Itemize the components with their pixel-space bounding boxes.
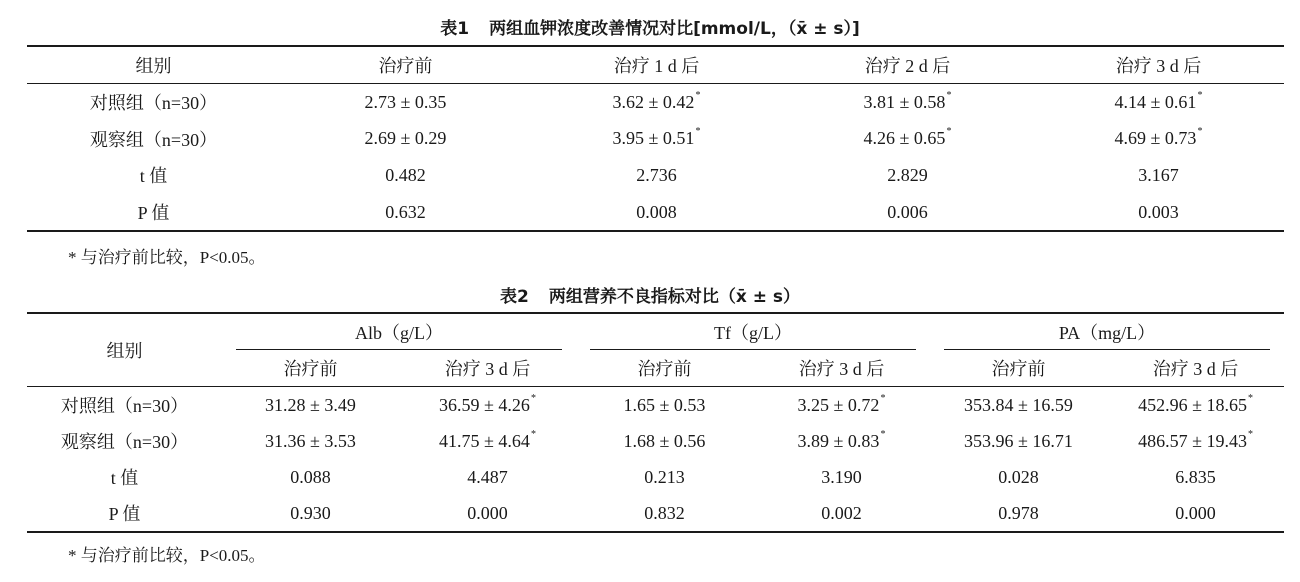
table2-subheader-cell: 治疗前 (283, 359, 338, 379)
row-group-label: 观察组（n=30） (60, 432, 189, 452)
cell-value: 3.89 ± 0.83 (797, 430, 880, 451)
cell-value: 0.002 (821, 502, 862, 523)
table-cell (280, 84, 531, 121)
row-group-label: 观察组（n=30） (89, 129, 218, 150)
row-group-label: P 值 (137, 203, 170, 224)
row-group-label: 对照组（n=30） (60, 396, 189, 416)
significance-mark: * (530, 392, 536, 404)
table-cell (222, 459, 399, 495)
table-cell (576, 459, 753, 495)
cell-value: 3.167 (1138, 164, 1179, 185)
cell-value: 0.003 (1138, 201, 1179, 222)
table1-header-cell: 治疗前 (378, 56, 433, 76)
table-cell (930, 495, 1107, 532)
cell-value: 0.000 (1175, 502, 1216, 523)
table1 (27, 45, 1284, 232)
table-cell (782, 157, 1033, 194)
cell-value: 31.28 ± 3.49 (265, 394, 356, 415)
cell-value: 1.65 ± 0.53 (623, 394, 706, 415)
table-cell (399, 423, 576, 459)
cell-value: 0.028 (998, 466, 1039, 487)
cell-value: 3.190 (821, 466, 862, 487)
table2-label: 表2 (499, 287, 529, 307)
table2-subheader-cell: 治疗前 (991, 359, 1046, 379)
table2-metric-row (27, 313, 1284, 350)
table2-metric-underline (590, 349, 916, 350)
cell-value: 36.59 ± 4.26 (439, 394, 530, 415)
table1-header-cell: 组别 (135, 56, 172, 76)
table2-metric-pa (930, 313, 1284, 350)
table1-header-cell: 治疗 1 d 后 (613, 56, 700, 76)
table-cell (280, 157, 531, 194)
cell-value: 31.36 ± 3.53 (265, 430, 356, 451)
table2-metric-underline (944, 349, 1270, 350)
table2-subheader-cell: 治疗 3 d 后 (798, 359, 885, 379)
table1-header-row (27, 46, 1284, 84)
table-cell (222, 387, 399, 424)
table-cell (1107, 423, 1284, 459)
cell-value: 4.14 ± 0.61 (1114, 91, 1197, 112)
cell-value: 0.482 (385, 164, 426, 185)
significance-mark: * (946, 126, 952, 138)
cell-value: 0.632 (385, 201, 426, 222)
table-cell (222, 423, 399, 459)
table-cell (753, 423, 930, 459)
table2-metric-underline (236, 349, 562, 350)
cell-value: 353.84 ± 16.59 (964, 394, 1073, 415)
significance-mark: * (695, 126, 701, 138)
table-row (27, 423, 1284, 459)
table-cell (399, 387, 576, 424)
table-cell (782, 194, 1033, 232)
table-cell (399, 495, 576, 532)
significance-mark: * (1247, 392, 1253, 404)
table-cell (1033, 194, 1284, 232)
table1-footnote: * 与治疗前比较，P<0.05。 (68, 248, 266, 267)
table-cell (531, 194, 782, 232)
row-group-label: t 值 (139, 166, 168, 187)
significance-mark: * (1197, 126, 1203, 138)
table2-metric-label: Alb（g/L） (355, 323, 443, 343)
significance-mark: * (1197, 89, 1203, 101)
table-row (27, 387, 1284, 424)
cell-value: 2.829 (887, 164, 928, 185)
table-row (27, 459, 1284, 495)
table-cell (930, 459, 1107, 495)
table2-metric-label: Tf（g/L） (714, 323, 792, 343)
significance-mark: * (530, 428, 536, 440)
cell-value: 2.69 ± 0.29 (364, 128, 447, 149)
cell-value: 3.25 ± 0.72 (797, 394, 880, 415)
cell-value: 3.81 ± 0.58 (863, 91, 946, 112)
table2-body (27, 387, 1284, 533)
cell-value: 0.213 (644, 466, 685, 487)
table2-metric-tf (576, 313, 930, 350)
table1-title (0, 14, 1300, 39)
table-cell (1033, 121, 1284, 158)
cell-value: 6.835 (1175, 466, 1216, 487)
table-row (27, 121, 1284, 158)
table-cell (753, 495, 930, 532)
table-row (27, 495, 1284, 532)
cell-value: 0.006 (887, 201, 928, 222)
cell-value: 3.62 ± 0.42 (612, 91, 695, 112)
significance-mark: * (1247, 428, 1253, 440)
table1-caption: 两组血钾浓度改善情况对比[mmol/L，（x̄ ± s）] (489, 19, 860, 39)
table-cell (1033, 157, 1284, 194)
table2-group-header: 组别 (27, 313, 222, 387)
cell-value: 0.088 (290, 466, 331, 487)
cell-value: 452.96 ± 18.65 (1138, 394, 1247, 415)
cell-value: 4.69 ± 0.73 (1114, 128, 1197, 149)
table1-body (27, 84, 1284, 232)
table2 (27, 312, 1284, 533)
table-cell (1107, 387, 1284, 424)
cell-value: 0.008 (636, 201, 677, 222)
table1-header-cell: 治疗 3 d 后 (1115, 56, 1202, 76)
table-cell (930, 387, 1107, 424)
cell-value: 41.75 ± 4.64 (439, 430, 530, 451)
table-cell (576, 387, 753, 424)
cell-value: 0.930 (290, 502, 331, 523)
row-group-label: P 值 (108, 504, 141, 524)
cell-value: 1.68 ± 0.56 (623, 430, 706, 451)
table2-subheader-cell: 治疗 3 d 后 (1152, 359, 1239, 379)
table-cell (753, 387, 930, 424)
table2-subheader-cell: 治疗前 (637, 359, 692, 379)
table-cell (576, 423, 753, 459)
significance-mark: * (880, 392, 886, 404)
table-cell (399, 459, 576, 495)
significance-mark: * (946, 89, 952, 101)
table-row (27, 157, 1284, 194)
table-row (27, 194, 1284, 232)
row-group-label: 对照组（n=30） (89, 93, 218, 114)
row-group-label: t 值 (110, 468, 139, 488)
table-cell (753, 459, 930, 495)
cell-value: 0.978 (998, 502, 1039, 523)
table2-caption: 两组营养不良指标对比（x̄ ± s） (548, 287, 800, 307)
cell-value: 3.95 ± 0.51 (612, 128, 695, 149)
cell-value: 2.73 ± 0.35 (364, 91, 447, 112)
cell-value: 0.832 (644, 502, 685, 523)
cell-value: 486.57 ± 19.43 (1138, 430, 1247, 451)
table-cell (531, 84, 782, 121)
table-cell (222, 495, 399, 532)
table2-metric-label: PA（mg/L） (1058, 323, 1156, 343)
table-cell (280, 121, 531, 158)
cell-value: 353.96 ± 16.71 (964, 430, 1073, 451)
table-cell (531, 121, 782, 158)
cell-value: 0.000 (467, 502, 508, 523)
table-cell (1107, 459, 1284, 495)
table-cell (782, 84, 1033, 121)
significance-mark: * (695, 89, 701, 101)
table-cell (280, 194, 531, 232)
table1-header-cell: 治疗 2 d 后 (864, 56, 951, 76)
cell-value: 2.736 (636, 164, 677, 185)
table2-footnote: * 与治疗前比较，P<0.05。 (68, 546, 266, 565)
significance-mark: * (880, 428, 886, 440)
table1-label: 表1 (440, 19, 470, 39)
cell-value: 4.26 ± 0.65 (863, 128, 946, 149)
table-cell (576, 495, 753, 532)
table-cell (782, 121, 1033, 158)
table-row (27, 84, 1284, 121)
table2-title (0, 282, 1300, 307)
cell-value: 4.487 (467, 466, 508, 487)
table-cell (1107, 495, 1284, 532)
table-cell (930, 423, 1107, 459)
table-cell (1033, 84, 1284, 121)
table2-subheader-cell: 治疗 3 d 后 (444, 359, 531, 379)
table2-metric-alb (222, 313, 576, 350)
table-cell (531, 157, 782, 194)
